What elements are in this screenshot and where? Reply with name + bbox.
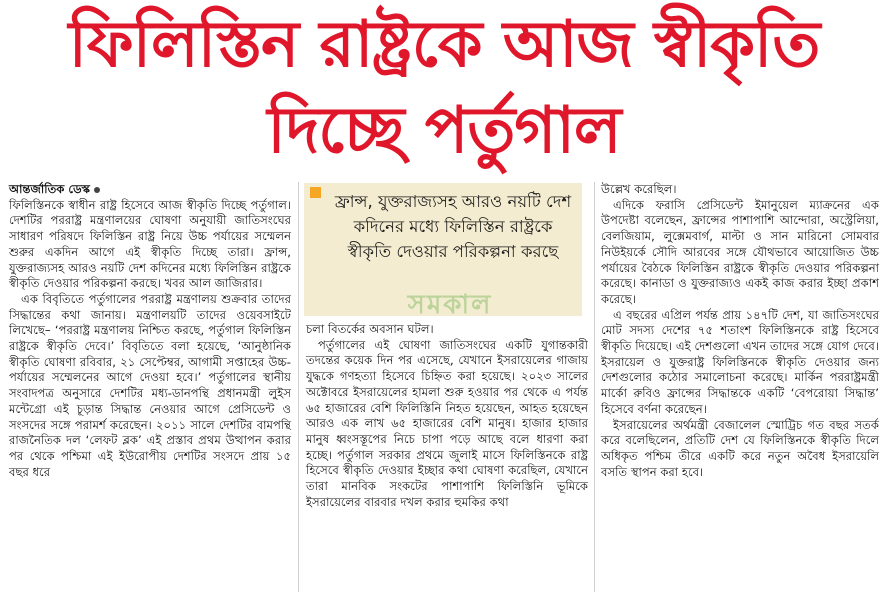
paragraph: পর্তুগালের এই ঘোষণা জাতিসংঘের একটি যুগান্তকারী তদন্তের কয়েক দিন পর এসেছে, যেখানে ইসরায়েলের গাজায় যুদ্ধকে গণহত্যা হিসেবে চিহ্নিত করা হয়েছে। ২০২৩ সালের অক্টোবরে ইসরায়েলের হামলা শুরু হওয়ার পর থেকে এ পর্যন্ত ৬৫ হাজারের বেশি ফিলিস্তিনি নিহত হয়েছেন, আহত হয়েছেন আরও এক লাখ ৬৫ হাজারের বেশি মানুষ। হাজার হাজার মানুষ ধ্বংসস্তূপের নিচে চাপা পড়ে আছে বলে ধারণা করা হচ্ছে। পর্তুগাল সরকার প্রথমে জুলাই মাসে ফিলিস্তিনকে রাষ্ট্র হিসেবে স্বীকৃতি দেওয়ার ইচ্ছার কথা ঘোষণা করেছিল, যেখানে তারা মানবিক সংকটের পাশাপাশি ফিলিস্তিনি ভূমিকে ইসরায়েলের বারবার দখল করার হুমকির কথা bbox=[306, 337, 588, 509]
article-column-3 bbox=[601, 182, 879, 480]
pull-quote-text: ফ্রান্স, যুক্তরাজ্যসহ আরও নয়টি দেশ কদিনের মধ্যে ফিলিস্তিন রাষ্ট্রকে স্বীকৃতি দেওয়ার পরিকল্পনা করছে bbox=[334, 192, 572, 261]
bullet-icon bbox=[94, 187, 100, 193]
paragraph: ইসরায়েলের অর্থমন্ত্রী বেজালেল স্মোট্রিচ গত বছর সতর্ক করে বলেছিলেন, প্রতিটি দেশ যে ফিলিস্তিনকে স্বীকৃতি দিলে অধিকৃত পশ্চিম তীরে একটি করে নতুন অবৈধ ইসরায়েলি বসতি স্থাপন করা হবে। bbox=[601, 417, 879, 479]
paragraph: ফিলিস্তিনকে স্বাধীন রাষ্ট্র হিসেবে আজ স্বীকৃতি দিচ্ছে পর্তুগাল। দেশটির পররাষ্ট্র মন্ত্রণালয়ের ঘোষণা অনুযায়ী জাতিসংঘের সাধারণ পরিষদে ফিলিস্তিন রাষ্ট্র নিয়ে উচ্চ পর্যায়ের সম্মেলন শুরুর একদিন আগে এই স্বীকৃতি দিচ্ছে তারা। ফ্রান্স, যুক্তরাজ্যসহ আরও নয়টি দেশ কদিনের মধ্যে ফিলিস্তিন রাষ্ট্রকে স্বীকৃতি দেওয়ার পরিকল্পনা করছে। খবর আল জাজিরার। bbox=[9, 197, 291, 291]
column-divider bbox=[298, 182, 299, 592]
watermark-logo: সমকাল bbox=[407, 290, 493, 320]
quote-square-icon bbox=[310, 187, 321, 198]
paragraph: চলা বিতর্কের অবসান ঘটল। bbox=[306, 322, 434, 336]
article-column-2 bbox=[306, 322, 588, 510]
paragraph: উল্লেখ করেছিল। bbox=[601, 182, 677, 196]
paragraph: এদিকে ফরাসি প্রেসিডেন্ট ইমানুয়েল ম্যাক্রনের এক উপদেষ্টা বলেছেন, ফ্রান্সের পাশাপাশি আন্দোরা, অস্ট্রেলিয়া, বেলজিয়াম, লুক্সেমবার্গ, মাল্টা ও সান মারিনো সোমবার নিউইয়র্কে সৌদি আরবের সঙ্গে যৌথভাবে আয়োজিত উচ্চ পর্যায়ের বৈঠকে ফিলিস্তিন রাষ্ট্রকে স্বীকৃতি দেওয়ার পরিকল্পনা করেছে। কানাডা ও যুক্তরাজ্যও একই কাজ করার ইচ্ছা প্রকাশ করেছে। bbox=[601, 197, 879, 306]
paragraph: এক বিবৃতিতে পর্তুগালের পররাষ্ট্র মন্ত্রণালয় শুক্রবার তাদের সিদ্ধান্তের কথা জানায়। মন্ত্রণালয়টি তাদের ওয়েবসাইটে লিখেছে– ‘পররাষ্ট্র মন্ত্রণালয় নিশ্চিত করছে, পর্তুগাল ফিলিস্তিন রাষ্ট্রকে স্বীকৃতি দেবে।’ বিবৃতিতে বলা হয়েছে, ‘আনুষ্ঠানিক স্বীকৃতি ঘোষণা রবিবার, ২১ সেপ্টেম্বর, আগামী সপ্তাহের উচ্চ-পর্যায়ের সম্মেলনের আগে দেওয়া হবে।’ পর্তুগালের স্থানীয় সংবাদপত্র অনুসারে দেশটির মধ্য-ডানপন্থি প্রধানমন্ত্রী লুইস মন্টেগ্রো এই চূড়ান্ত সিদ্ধান্ত নেওয়ার আগে প্রেসিডেন্ট ও সংসদের সঙ্গে পরামর্শ করেছেন। ২০১১ সালে দেশটির বামপন্থি রাজনৈতিক দল ‘লেফট ব্লক’ এই প্রস্তাব প্রথম উত্থাপন করার পর থেকে পশ্চিমা এই ইউরোপীয় দেশটির সংসদে প্রায় ১৫ বছর ধরে bbox=[9, 291, 291, 479]
paragraph: এ বছরের এপ্রিল পর্যন্ত প্রায় ১৪৭টি দেশ, যা জাতিসংঘের মোট সদস্য দেশের ৭৫ শতাংশ ফিলিস্তিনকে রাষ্ট্র হিসেবে স্বীকৃতি দিয়েছে। এই দেশগুলো এখন তাদের সঙ্গে যোগ দেবে। ইসরায়েল ও যুক্তরাষ্ট্র ফিলিস্তিনকে স্বীকৃতি দেওয়ার জন্য দেশগুলোর কঠোর সমালোচনা করেছে। মার্কিন পররাষ্ট্রমন্ত্রী মার্কো রুবিও ফ্রান্সের সিদ্ধান্তকে একটি ‘বেপরোয়া সিদ্ধান্ত’ হিসেবে বর্ণনা করেছেন। bbox=[601, 307, 879, 416]
headline-line-2: দিচ্ছে পর্তুগাল bbox=[267, 94, 621, 168]
article-column-1 bbox=[9, 182, 291, 480]
dateline: আন্তর্জাতিক ডেস্ক bbox=[9, 182, 91, 196]
column-divider bbox=[594, 182, 595, 592]
headline-line-1: ফিলিস্তিন রাষ্ট্রকে আজ স্বীকৃতি bbox=[68, 8, 820, 82]
